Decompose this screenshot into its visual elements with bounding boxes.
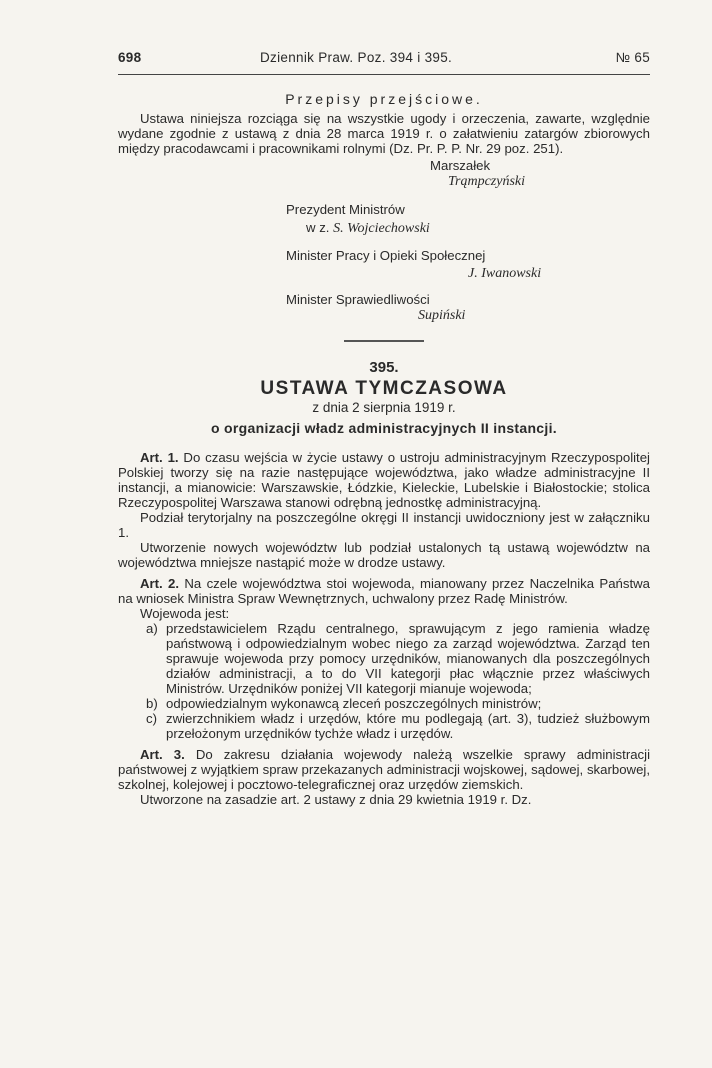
- article-1-label: Art. 1.: [140, 450, 179, 465]
- article-1-para-2: Podział terytorjalny na poszczególne okręgi II instancji uwidoczniony jest w załączniku 1.: [118, 510, 650, 540]
- section-divider: [344, 340, 424, 342]
- article-3-para-2: Utworzone na zasadzie art. 2 ustawy z dnia 29 kwietnia 1919 r. Dz.: [140, 792, 532, 807]
- justice-minister-name: Supiński: [418, 308, 466, 323]
- act-date: z dnia 2 sierpnia 1919 r.: [312, 400, 456, 415]
- marshal-title: Marszałek: [430, 158, 491, 173]
- article-3-para-1: [118, 747, 650, 792]
- journal-title: Dziennik Praw. Poz. 394 i 395.: [260, 50, 453, 65]
- labour-minister-title: Minister Pracy i Opieki Społecznej: [286, 248, 486, 263]
- act-number: 395.: [369, 359, 399, 376]
- pm-name: S. Wojciechowski: [333, 221, 430, 236]
- marshal-name: Trąmpczyński: [448, 174, 525, 189]
- list-item-text: odpowiedzialnym wykonawcą zleceń poszczególnych ministrów;: [166, 696, 542, 711]
- article-2-text: Na czele województwa stoi wojewoda, mianowany przez Naczelnika Państwa na wniosek Ministra Spraw Wewnętrznych, uchwalony przez Radę Ministrów.: [118, 576, 650, 606]
- pm-title: Prezydent Ministrów: [286, 202, 405, 217]
- justice-minister-title: Minister Sprawiedliwości: [286, 292, 430, 307]
- list-item: [118, 696, 650, 711]
- act-subject: o organizacji władz administracyjnych II instancji.: [211, 420, 557, 436]
- list-item: [118, 711, 650, 741]
- page-number: 698: [118, 50, 142, 65]
- article-2-list: [118, 621, 650, 741]
- article-1-para-1: [118, 450, 650, 510]
- page-body: [118, 92, 650, 807]
- pm-prefix: w z.: [306, 220, 330, 235]
- transitional-text: Ustawa niniejsza rozciąga się na wszystkie ugody i orzeczenia, zawarte, względnie wydane zgodnie z ustawą z dnia 28 marca 1919 r. o załatwieniu zatargów zbiorowych między pracodawcami i pracownikami rolnymi (Dz. Pr. P. P. Nr. 29 poz. 251).: [118, 111, 650, 156]
- header-rule: [118, 74, 650, 75]
- page-header: [118, 50, 650, 70]
- article-3-text: Do zakresu działania wojewody należą wszelkie sprawy administracji państwowej z wyjątkiem spraw przekazanych administracji wojskowej, sądowej, skarbowej, szkolnej, kolejowej i pocztowo-telegraficznej oraz urzędów ziemskich.: [118, 747, 650, 792]
- list-item-label: b): [146, 696, 158, 711]
- labour-minister-name: J. Iwanowski: [468, 266, 542, 281]
- article-1-text: Do czasu wejścia w życie ustawy o ustroju administracyjnym Rzeczypospolitej Polskiej tworzy się na razie następujące województwa, jako władze administracyjne II instancji, a mianowicie: Warszawskie, Łódzkie, Kieleckie, Lubelskie i Białostockie; stolica Rzeczypospolitej Warszawa stanowi odrębną jednostkę administracyjną.: [118, 450, 650, 510]
- list-item-label: a): [146, 621, 158, 636]
- article-2-para-1: [118, 576, 650, 606]
- section-heading: Przepisy przejściowe.: [285, 91, 483, 107]
- article-2-intro: Wojewoda jest:: [140, 606, 230, 621]
- article-1-para-3: Utworzenie nowych województw lub podział ustalonych tą ustawą województw na województwa mniejsze nastąpić może w drodze ustawy.: [118, 540, 650, 570]
- list-item-label: c): [146, 711, 157, 726]
- issue-number: № 65: [615, 50, 650, 65]
- signature-block: [118, 156, 650, 326]
- list-item-text: przedstawicielem Rządu centralnego, sprawującym z jego ramienia władzę państwową i odpowiedzialnym wobec niego za zarząd województwa. Zarząd ten sprawuje wojewoda przy pomocy urzędników, mianowanych dla poszczególnych działów administracji, a to do VII kategorji płac włącznie przez właściwych Ministrów. Urzędników poniżej VII kategorji mianuje wojewoda;: [166, 621, 650, 696]
- list-item-text: zwierzchnikiem władz i urzędów, które mu podlegają (art. 3), tudzież służbowym przełożonym urzędników tychże władz i urzędów.: [166, 711, 650, 741]
- article-2-label: Art. 2.: [140, 576, 180, 591]
- pm-signature: [306, 220, 430, 236]
- article-3-label: Art. 3.: [140, 747, 185, 762]
- act-title: USTAWA TYMCZASOWA: [260, 378, 508, 399]
- list-item: [118, 621, 650, 696]
